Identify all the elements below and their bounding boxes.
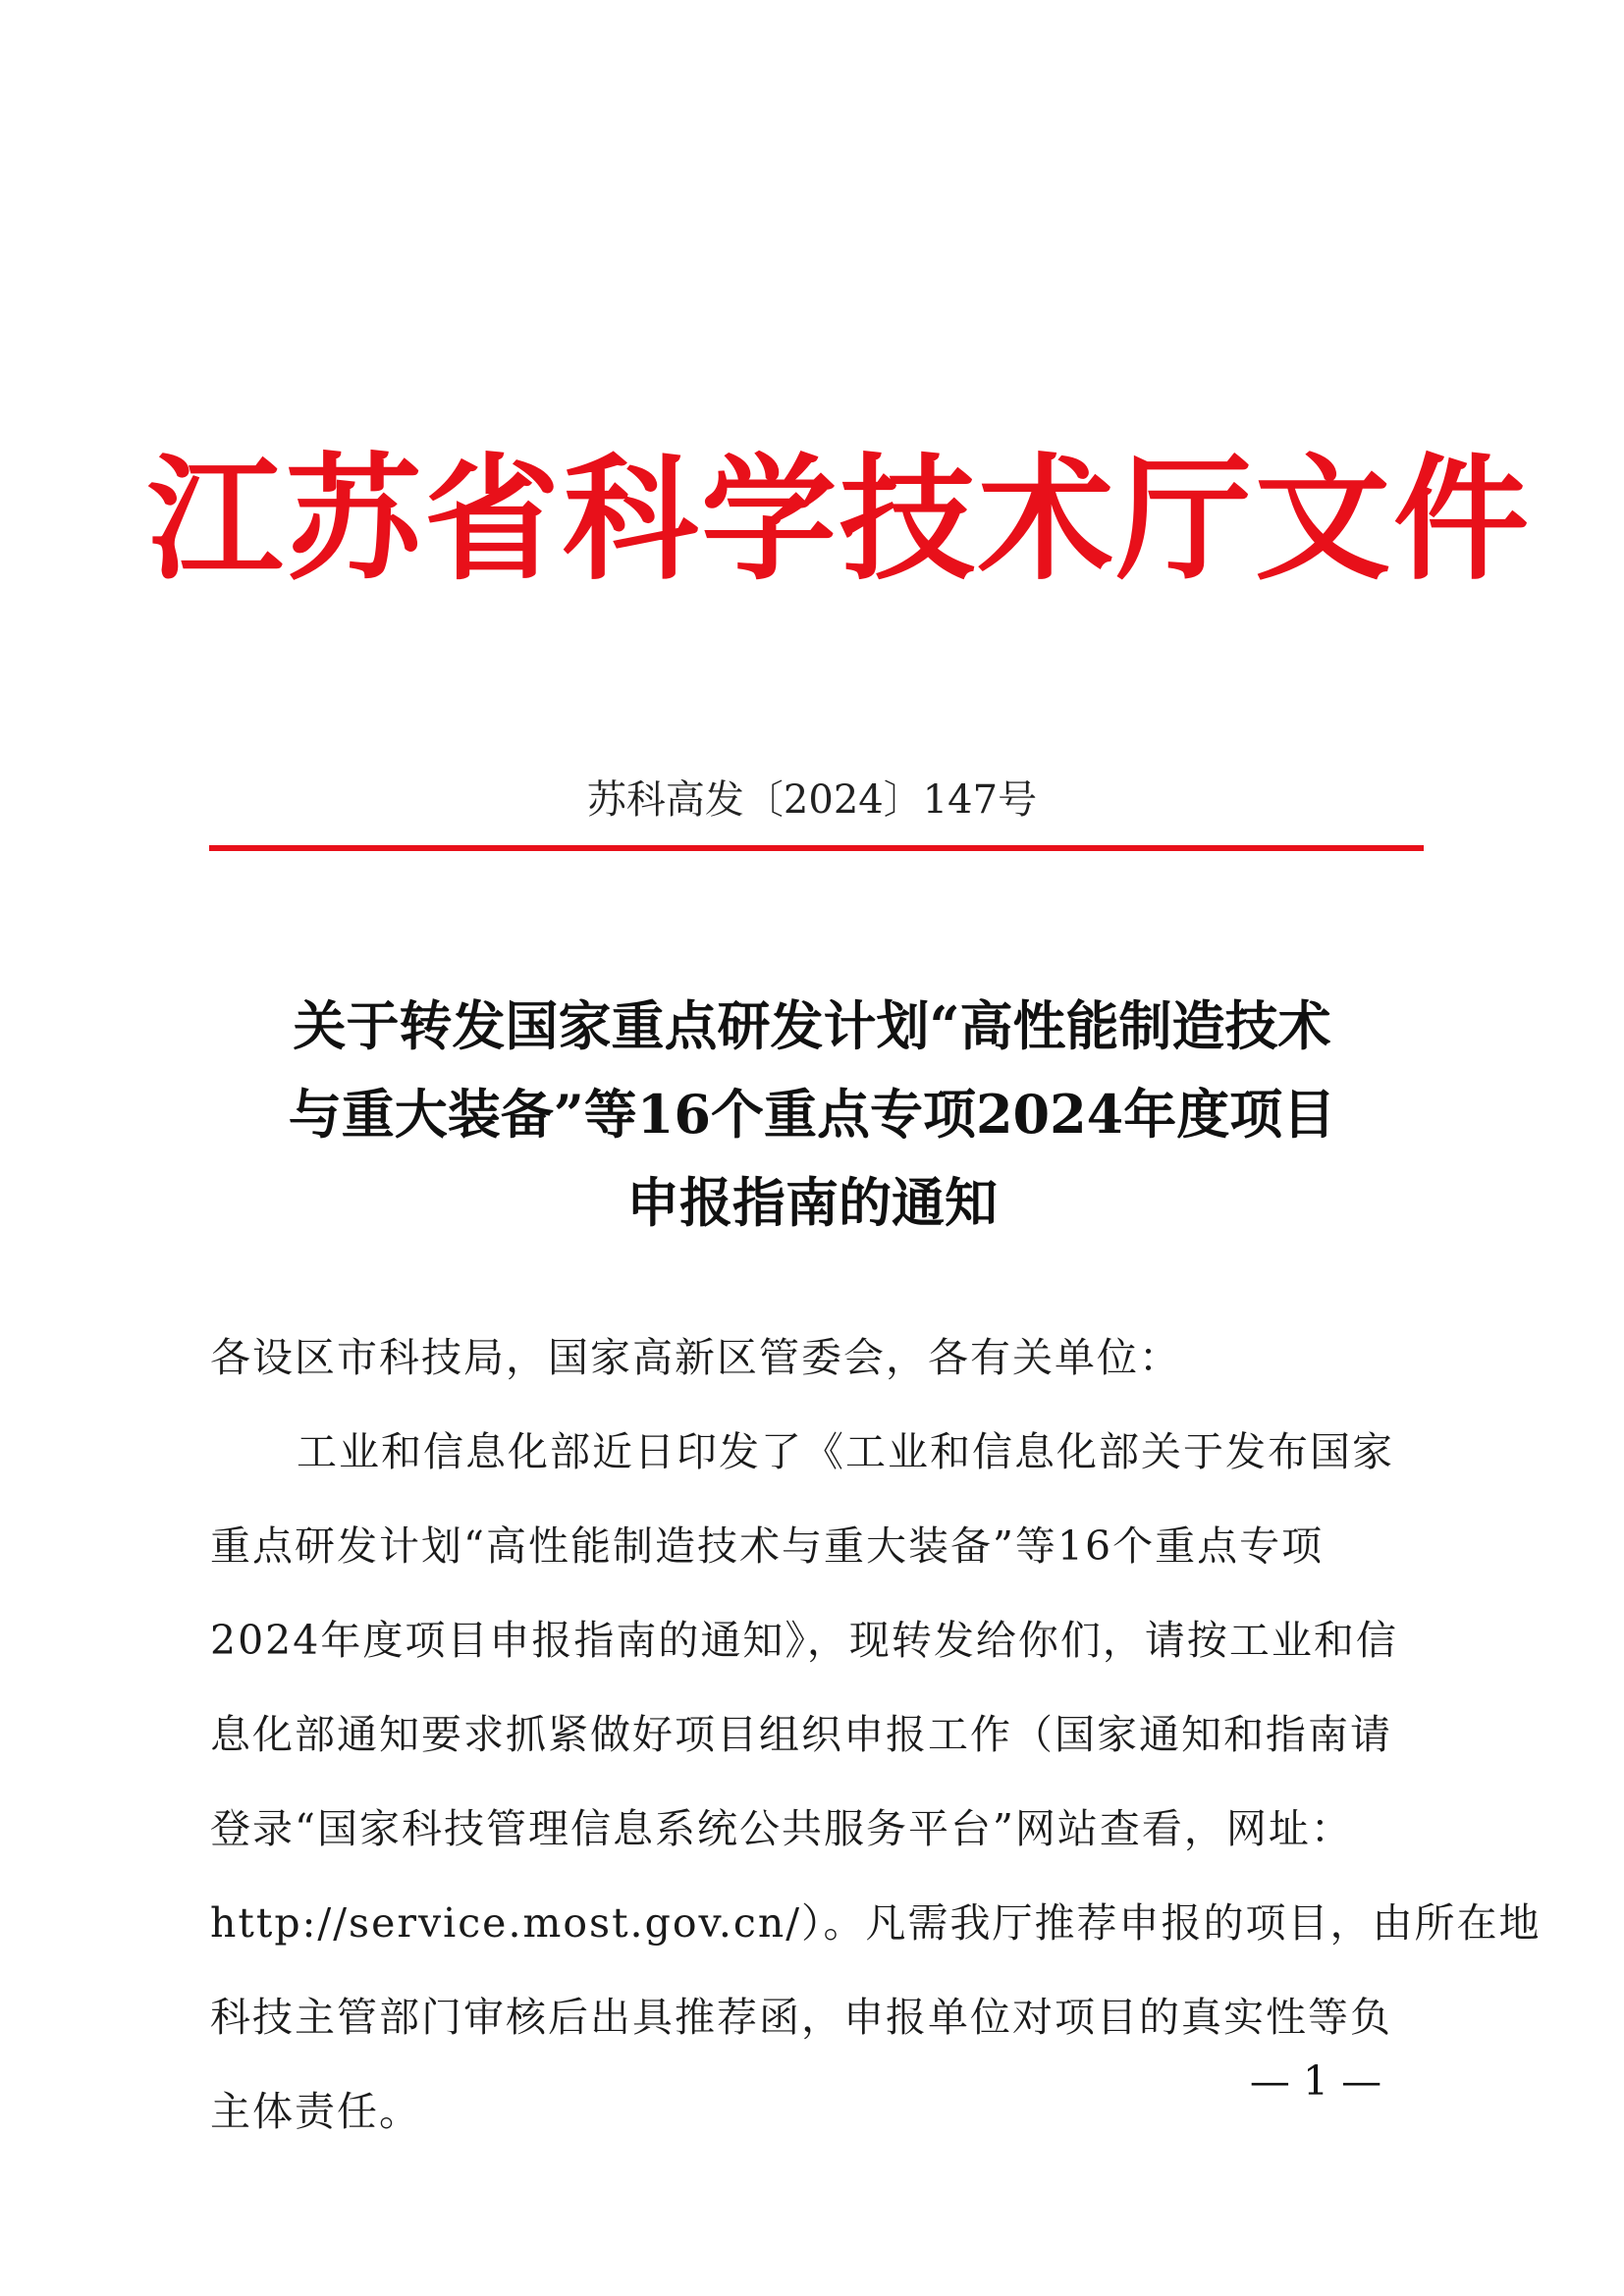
paragraph-line: 登录“国家科技管理信息系统公共服务平台”网站查看，网址： [210,1805,1353,1852]
paragraph-line: 2024年度项目申报指南的通知》，现转发给你们，请按工业和信 [210,1617,1398,1664]
document-number: 苏科高发〔2024〕147号 [586,777,1038,823]
salutation: 各设区市科技局，国家高新区管委会，各有关单位： [210,1334,1181,1381]
red-divider-line [209,845,1424,851]
title-line: 关于转发国家重点研发计划“高性能制造技术 [293,994,1331,1057]
document-title [177,982,1447,1247]
paragraph-line: 工业和信息化部近日印发了《工业和信息化部关于发布国家 [297,1428,1394,1475]
paragraph-line: 科技主管部门审核后出具推荐函，申报单位对项目的真实性等负 [210,1994,1392,2041]
paragraph-line: 息化部通知要求抓紧做好项目组织申报工作（国家通知和指南请 [210,1711,1392,1758]
page-number: — 1 — [1249,2057,1382,2105]
paragraph-line: 主体责任。 [210,2088,421,2135]
issuer-masthead: 江苏省科学技术厅文件 [147,441,1533,599]
title-line: 申报指南的通知 [626,1171,998,1234]
document-body [210,1310,1542,2159]
title-line: 与重大装备”等16个重点专项2024年度项目 [288,1083,1336,1146]
paragraph-line-with-url: http://service.most.gov.cn/）。凡需我厅推荐申报的项目，由所在地 [210,1899,1542,1947]
paragraph-line: 重点研发计划“高性能制造技术与重大装备”等16个重点专项 [210,1522,1325,1570]
